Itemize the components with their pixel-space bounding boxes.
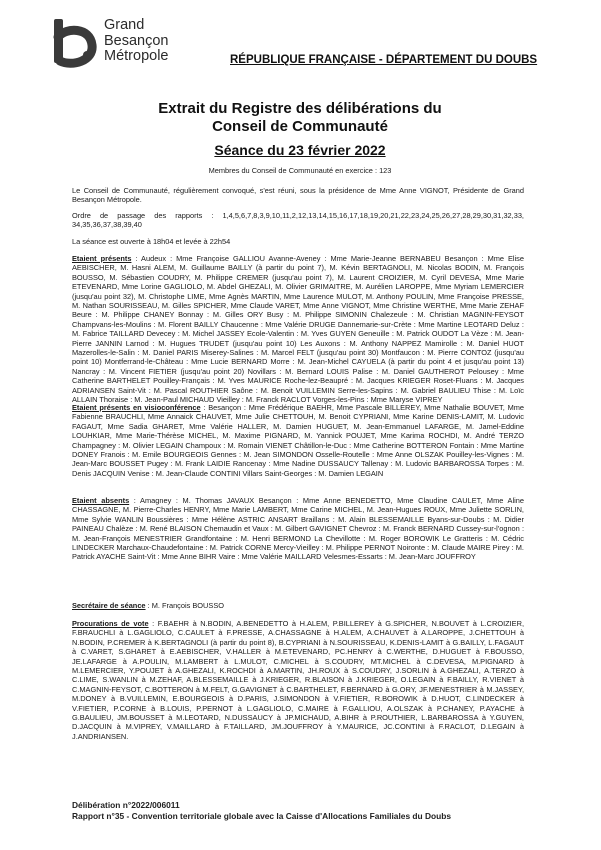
secretaire-paragraph <box>72 601 524 610</box>
procurations-paragraph <box>72 619 524 741</box>
secretaire-label: Secrétaire de séance <box>72 601 146 610</box>
seance-horaires: La séance est ouverte à 18h04 et levée à 22h54 <box>72 237 231 246</box>
secretaire-text: : M. François BOUSSO <box>147 601 224 610</box>
footer-reference <box>72 800 451 822</box>
rapport-title: Rapport n°35 - Convention territoriale globale avec la Caisse d'Allocations Familiales du Doubs <box>72 811 452 821</box>
visio-text: : Besançon : Mme Frédérique BAEHR, Mme Pascale BILLEREY, Mme Nathalie BOUVET, Mme Fabienne BRAUCHLI, Mme Annaick CHAUVET, Mme Julie CHETTOUH, M. Benoit CYPRIANI, Mme Karine DENIS-LAMIT, M. Ludovic FAGAUT, Mme Sadia GHARET, Mme Valérie HALLER, M. Damien HUGUET, M. Jean-Emmanuel LAFARGE, M. Jamel-Eddine LOUHKIAR, Mme Marie-Thérèse MICHEL, M. Maxime PIGNARD, M. Yannick POUJET, Mme Karima ROCHDI, M. André TERZO Champagney : M. Olivier LEGAIN Champoux : M. Romain VIENET Châtillon-le-Duc : Mme Catherine BOTTERON Fontain : Mme Martine DONEY Franois : M. Emile BOURGEOIS Gennes : M. Jean SIMONDON Osselle-Routelle : Mme Anne OLSZAK Pouilley-les-Vignes : M. Jean-Marc BOUSSET Pugey : M. Frank LAIDIE Rancenay : Mme Nadine DUSSAUCY Tallenay : M. Ludovic BARBAROSSA Torpes : M. Denis JACQUIN Venise : M. Jean-Claude CONTINI Villars Saint-Georges : M. Damien LEGAIN <box>72 403 524 478</box>
procurations-text: : F.BAEHR à N.BODIN, A.BENEDETTO à H.ALEM, P.BILLEREY à G.SPICHER, N.BOUVET à L.CROIZIER, F.BRAUCHLI à L.GAGLIOLO, C.CAULET à F.PRESSE, A.CHASSAGNE à H.ALEM, A.CHAUVET à A.LAROPPE, J.CHETTOUH à N.BODIN, P.CREMER à K.BERTAGNOLI (à partir du point 8), B.CYPRIANI à N.SOURISSEAU, K.DENIS-LAMIT à G.BAILLY, L.FAGAUT à C.VARET, S.GHARET à E.AEBISCHER, V.HALLER à M.ETEVENARD, PC.HENRY à C.WERTHE, D.HUGUET à F.BOUSSO, JE.LAFARGE à A.POULIN, M.LAMBERT à L.MULOT, C.MICHEL à S.COUDRY, MT.MICHEL à C.DEVESA, M.PIGNARD à M.LEMERCIER, Y.POUJET à A.GHEZALI, K.ROCHDI à A.MARTIN, JH.ROUX à S.COUDRY, J.SORLIN à A.GHEZALI, A.TERZO à C.LIME, S.WANLIN à M.ZEHAF, A.BLESSEMAILLE à J.KRIEGER, R.BLAISON à J.KRIEGER, O.LEGAIN à F.BAILLY, R.VIENET à C.MAGNIN-FEYSOT, C.BOTTERON à M.FELT, G.GAVIGNET à C.BARTHELET, F.BERNARD à G.ORY, JF.MENESTRIER à M.JASSEY, M.DONEY à B.VUILLEMIN, E.BOURGEOIS à D.PARIS, J.SIMONDON à V.FIETIER, R.BOROWIK à D.HUOT, C.LINDECKER à V.FIETIER, P.CORNE à B.LOUIS, P.PERNOT à L.GAGLIOLO, C.MAIRE à F.GALLIOU, A.OLSZAK à P.CHANEY, P.AYACHE à G.BAULIEU, JM.BOUSSET à M.LEOTARD, N.DUSSAUCY à JP.MICHAUD, A.BIHR à P.ROUTHIER, L.BARBAROSSA à Y.GUYEN, D.JACQUIN à M.VIPREY, V.MAILLARD à F.TAILLARD, JM.JOUFFROY à Y.MAURICE, JC.CONTINI à F.RACLOT, D.LEGAIN à J.ANDRIANSEN. <box>72 619 525 741</box>
absents-text: : Amagney : M. Thomas JAVAUX Besançon : Mme Anne BENEDETTO, Mme Claudine CAULET, Mme Aline CHASSAGNE, M. Pierre-Charles HENRY, Mme Marie LAMBERT, Mme Carine MICHEL, M. Jean-Hugues ROUX, Mme Juliette SORLIN, Mme Sylvie WANLIN Boussières : Mme Hélène ASTRIC ANSART Braillans : M. Alain BLESSEMAILLE Byans-sur-Doubs : M. Didier PAINEAU Chalèze : M. René BLAISON Chemaudin et Vaux : M. Gilbert GAVIGNET Chevroz : M. Franck BERNARD Cussey-sur-l'ognon : M. Jean-François MENESTRIER Grandfontaine : M. Henri BERMOND La Chevillotte : M. Roger BOROWIK Le Gratteris : M. Cédric LINDECKER Marchaux-Chaudefontaine : M. Patrick CORNE Mercy-Vieilley : M. Philippe PERNOT Noironte : M. Claude MAIRE Pirey : M. Patrick AYACHE Saint-Vit : Mme Anne BIHR Vaire : Mme Valérie MAILLARD Velesmes-Essarts : M. Jean-Marc JOUFFROY <box>72 496 524 562</box>
document-title <box>60 100 540 136</box>
membres-count: Membres du Conseil de Communauté en exercice : 123 <box>208 166 392 175</box>
procurations-label: Procurations de vote <box>72 619 149 628</box>
logo-line-2: Besançon <box>104 32 169 49</box>
intro-paragraph: Le Conseil de Communauté, régulièrement convoqué, s'est réuni, sous la présidence de Mme Anne VIGNOT, Présidente de Grand Besançon Métropole. <box>72 186 524 205</box>
presents-paragraph <box>72 254 524 405</box>
absents-label: Etaient absents <box>72 496 130 505</box>
seance-date: Séance du 23 février 2022 <box>214 142 386 158</box>
title-line-1: Extrait du Registre des délibérations du <box>158 100 442 117</box>
visio-label: Etaient présents en visioconférence <box>72 403 201 412</box>
title-line-2: Conseil de Communauté <box>212 118 388 135</box>
presents-text: : Audeux : Mme Françoise GALLIOU Avanne-Aveney : Mme Marie-Jeanne BERNABEU Besançon : Mme Elise AEBISCHER, M. Hasni ALEM, M. Guillaume BAILLY (à partir du point 7), M. Kévin BERTAGNOLI, M. Nicolas BODIN, M. François BOUSSO, M. Sébastien COUDRY, M. Philippe CREMER (jusqu'au point 7), M. Laurent CROIZIER, M. Cyril DEVESA, Mme Marie ETEVENARD, Mme Lorine GAGLIOLO, M. Abdel GHEZALI, M. Olivier GRIMAITRE, M. Aurélien LAROPPE, Mme Myriam LEMERCIER (jusqu'au point 32), M. Christophe LIME, Mme Agnès MARTIN, Mme Laurence MULOT, M. Anthony POULIN, Mme Françoise PRESSE, M. Nathan SOURISSEAU, M. Gilles SPICHER, Mme Claude VARET, Mme Anne VIGNOT, Mme Christine WERTHE, Mme Marie ZEHAF Beure : M. Philippe CHANEY Bonnay : M. Gilles ORY Busy : M. Philippe SIMONIN Chalezeule : M. Christian MAGNIN-FEYSOT Champvans-les-Moulins : M. Florent BAILLY Chaucenne : Mme Valérie DRUGE Dannemarie-sur-Crète : Mme Martine LEOTARD Deluz : M. Fabrice TAILLARD Devecey : M. Michel JASSEY Ecole-Valentin : M. Yves GUYEN Geneuille : M. Patrick OUDOT La Vèze : M. Jean-Pierre JANNIN Larnod : M. Hugues TRUDET (jusqu'au point 10) Les Auxons : M. Anthony NAPPEZ Mamirolle : M. Daniel HUOT Mazerolles-le-Salin : M. Daniel PARIS Miserey-Salines : M. Marcel FELT (jusqu'au point 30) Montfaucon : M. Pierre CONTOZ (jusqu'au point 10) Montferrand-le-Château : Mme Lucie BERNARD Morre : M. Jean-Michel CAYUELA (à partir du point 4 et jusqu'au point 13) Nancray : M. Vincent FIETIER (jusqu'au point 20) Novillars : M. Bernard LOUIS Palise : M. Daniel GAUTHEROT Pelousey : Mme Catherine BARTHELET Pouilley-Français : M. Yves MAURICE Roche-lez-Beaupré : M. Jacques KRIEGER Roset-Fluans : M. Jacques ADRIANSEN Saint-Vit : M. Pascal ROUTHIER Saône : M. Benoit VUILLEMIN Serre-les-Sapins : M. Gabriel BAULIEU Thise : M. Loïc ALLAIN Thoraise : M. Jean-Paul MICHAUD Vieilley : M. Franck RACLOT Vorges-les-Pins : Mme Maryse VIPREY <box>72 254 524 405</box>
presents-label: Etaient présents <box>72 254 132 263</box>
logo-wordmark <box>104 18 169 65</box>
metropole-logo-icon <box>52 17 98 69</box>
logo-line-3: Métropole <box>104 48 169 64</box>
visio-paragraph <box>72 403 524 478</box>
grand-besancon-logo <box>52 17 202 69</box>
logo-line-1: Grand <box>104 17 145 33</box>
ordre-passage: Ordre de passage des rapports : 1,4,5,6,7,8,3,9,10,11,2,12,13,14,15,16,17,18,19,20,21,22,23,24,25,26,27,28,29,30,31,32,33, 34,35,36,37,38,39,40 <box>72 211 524 230</box>
absents-paragraph <box>72 496 524 562</box>
deliberation-number: Délibération n°2022/006011 <box>72 800 180 810</box>
republique-header: RÉPUBLIQUE FRANÇAISE - DÉPARTEMENT DU DOUBS <box>230 54 538 66</box>
